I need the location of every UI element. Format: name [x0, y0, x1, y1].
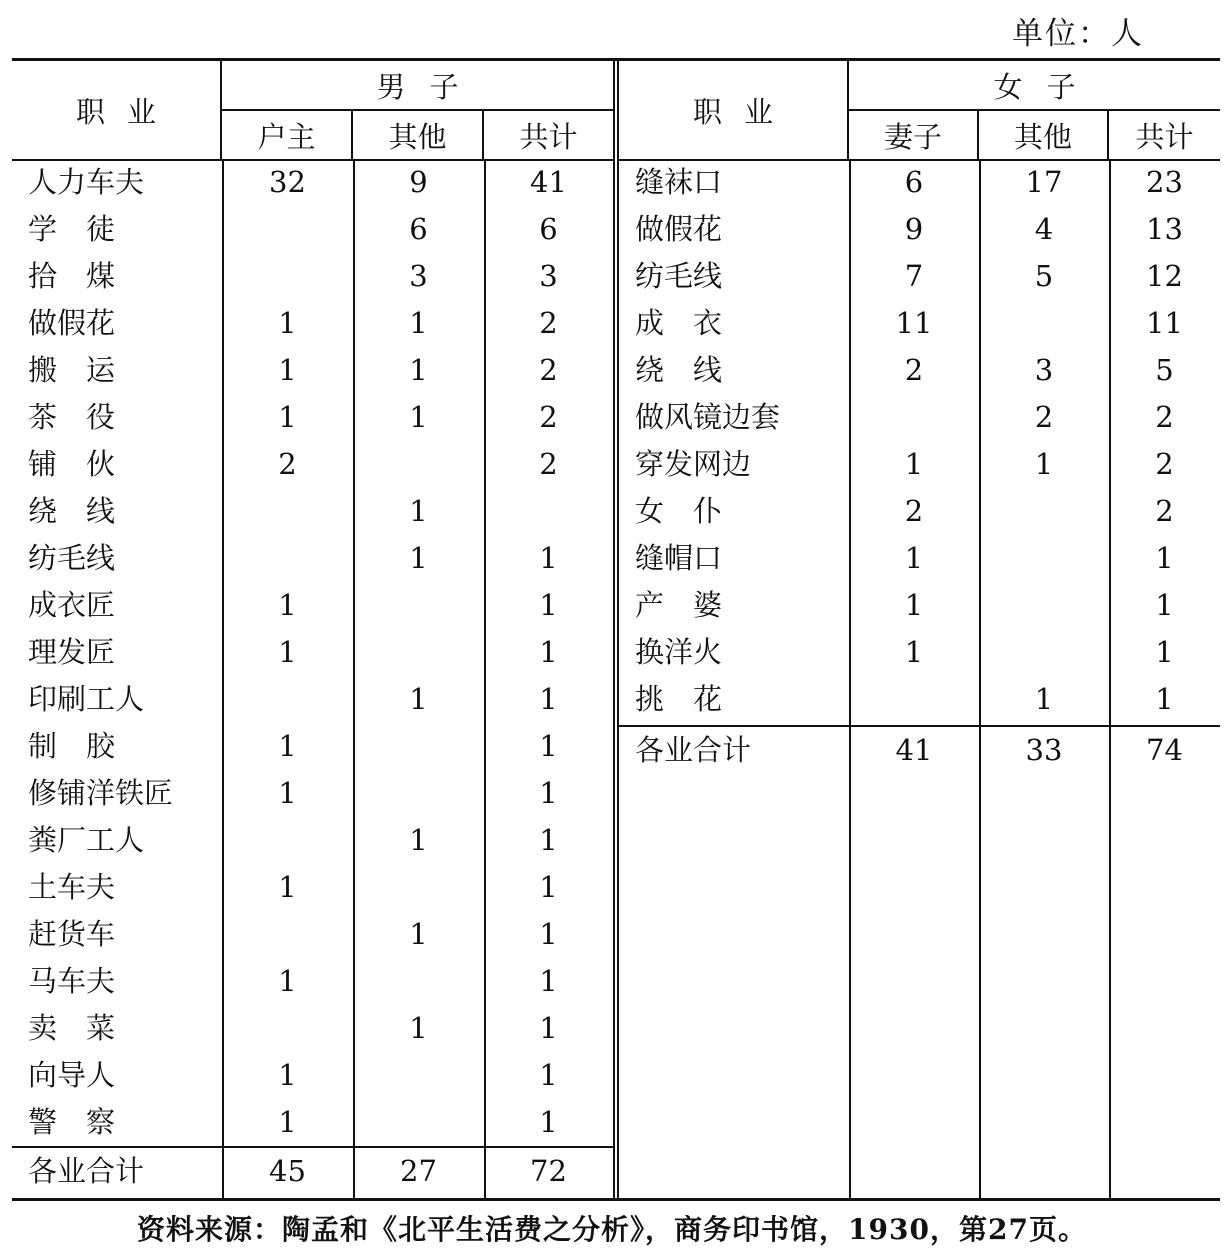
head-cell: 2 [278, 447, 297, 481]
table-row [619, 535, 1220, 582]
total-cell: 1 [539, 1058, 558, 1092]
total-cell: 2 [539, 353, 558, 387]
occupation-cell: 理发匠 [28, 635, 116, 669]
female-rows [619, 159, 1220, 1195]
occupation-cell: 纺毛线 [28, 541, 116, 575]
total-cell: 1 [539, 917, 558, 951]
occupation-cell: 女 仆 [635, 494, 723, 528]
head-cell: 1 [278, 870, 297, 904]
head-cell [222, 911, 353, 958]
wife-cell [849, 394, 979, 441]
other-cell: 1 [1034, 682, 1054, 716]
head-cell [222, 676, 353, 723]
total-other-cell: 27 [400, 1154, 437, 1188]
table-row [12, 488, 613, 535]
occupation-cell: 换洋火 [635, 635, 723, 669]
other-cell: 5 [1034, 259, 1054, 293]
other-cell: 17 [1025, 165, 1063, 199]
other-cell: 6 [409, 212, 428, 246]
head-cell: 32 [269, 165, 306, 199]
other-cell [979, 629, 1109, 676]
occupation-cell: 成 衣 [635, 306, 723, 340]
total-cell: 1 [539, 964, 558, 998]
occupation-cell: 铺 伙 [28, 447, 116, 481]
table-row [12, 1005, 613, 1052]
table-row [12, 535, 613, 582]
wife-cell: 11 [895, 306, 933, 340]
occupation-cell: 绕 线 [28, 494, 116, 528]
occupation-cell: 做风镜边套 [635, 400, 781, 434]
other-cell: 3 [1034, 353, 1054, 387]
table-row [619, 629, 1220, 676]
unit-label: 单位：人 [1012, 16, 1144, 52]
total-label: 各业合计 [635, 733, 752, 767]
table-row [619, 300, 1220, 347]
total-cell: 1 [539, 729, 558, 763]
head-cell [222, 253, 353, 300]
other-cell: 3 [409, 259, 428, 293]
wife-cell: 1 [904, 447, 924, 481]
total-cell: 13 [1146, 212, 1183, 246]
total-cell: 1 [1155, 682, 1174, 716]
wife-cell: 1 [904, 635, 924, 669]
table-row [619, 676, 1220, 723]
occupation-cell: 挑 花 [635, 682, 723, 716]
total-cell: 1 [539, 682, 558, 716]
total-cell: 2 [1155, 447, 1174, 481]
table-row [12, 159, 613, 206]
occupation-cell: 土车夫 [28, 870, 116, 904]
wife-cell [849, 676, 979, 723]
other-cell [353, 1052, 484, 1099]
head-cell: 1 [278, 729, 297, 763]
total-cell: 2 [1155, 494, 1174, 528]
head-cell: 1 [278, 400, 297, 434]
occupation-cell: 人力车夫 [28, 165, 145, 199]
table-row [619, 394, 1220, 441]
total-row [619, 727, 1220, 774]
other-cell [979, 300, 1109, 347]
occupation-cell: 绕 线 [635, 353, 723, 387]
occupation-cell: 缝袜口 [635, 165, 723, 199]
table-row [12, 206, 613, 253]
male-group-header: 男子 [222, 61, 613, 111]
table-row [12, 864, 613, 911]
total-label: 各业合计 [28, 1154, 145, 1188]
head-cell [222, 1005, 353, 1052]
male-table [12, 61, 613, 1198]
total-cell: 1 [539, 635, 558, 669]
other-cell [353, 629, 484, 676]
other-cell: 4 [1034, 212, 1054, 246]
total-cell: 23 [1146, 165, 1183, 199]
other-cell [979, 488, 1109, 535]
table-row [12, 300, 613, 347]
other-cell [353, 958, 484, 1005]
female-group-header: 女子 [849, 61, 1220, 111]
other-cell: 1 [409, 682, 428, 716]
table-row [12, 582, 613, 629]
total-cell: 2 [539, 400, 558, 434]
total-cell [484, 488, 613, 535]
table-row [12, 817, 613, 864]
occupation-cell: 印刷工人 [28, 682, 145, 716]
other-cell [353, 723, 484, 770]
total-cell: 12 [1146, 259, 1183, 293]
total-cell: 1 [1155, 588, 1174, 622]
other-cell: 1 [409, 494, 428, 528]
occupation-cell: 马车夫 [28, 964, 116, 998]
other-cell: 1 [409, 353, 428, 387]
table-row [12, 911, 613, 958]
total-cell: 2 [539, 447, 558, 481]
total-cell: 2 [1155, 400, 1174, 434]
female-occupation-header: 职业 [619, 61, 849, 159]
head-cell: 1 [278, 306, 297, 340]
total-cell: 1 [1155, 635, 1174, 669]
other-cell: 1 [409, 306, 428, 340]
wife-cell: 7 [904, 259, 924, 293]
occupation-cell: 茶 役 [28, 400, 116, 434]
male-subheader-head: 户主 [222, 111, 353, 159]
other-cell: 1 [409, 400, 428, 434]
head-cell [222, 488, 353, 535]
occupation-cell: 拾 煤 [28, 259, 116, 293]
occupation-cell: 做假花 [635, 212, 723, 246]
wife-cell: 1 [904, 588, 924, 622]
female-header [619, 61, 1220, 161]
table-row [619, 253, 1220, 300]
table-row [12, 723, 613, 770]
head-cell: 1 [278, 353, 297, 387]
female-subheader-total: 共计 [1135, 119, 1194, 154]
occupation-cell: 纺毛线 [635, 259, 723, 293]
head-cell [222, 535, 353, 582]
table-row [12, 441, 613, 488]
wife-cell: 2 [904, 494, 924, 528]
total-total-cell: 74 [1146, 733, 1183, 767]
total-wife-cell: 41 [895, 733, 933, 767]
other-cell: 1 [409, 823, 428, 857]
other-cell: 1 [409, 541, 428, 575]
other-cell [353, 441, 484, 488]
head-cell: 1 [278, 776, 297, 810]
table-row [12, 394, 613, 441]
other-cell [353, 582, 484, 629]
total-cell: 1 [539, 823, 558, 857]
other-cell: 2 [1034, 400, 1054, 434]
occupation-cell: 粪厂工人 [28, 823, 145, 857]
table-row [12, 1099, 613, 1146]
total-cell: 41 [530, 165, 567, 199]
table-row [12, 253, 613, 300]
table-row [12, 629, 613, 676]
occupation-cell: 做假花 [28, 306, 116, 340]
occupation-cell: 搬 运 [28, 353, 116, 387]
other-cell: 1 [409, 917, 428, 951]
occupation-cell: 赶货车 [28, 917, 116, 951]
total-row [12, 1148, 613, 1195]
total-cell: 11 [1146, 306, 1183, 340]
male-occupation-header: 职业 [12, 61, 222, 159]
occupation-cell: 成衣匠 [28, 588, 116, 622]
table-row [619, 347, 1220, 394]
female-subheader-wife: 妻子 [849, 111, 979, 159]
total-cell: 1 [539, 870, 558, 904]
table-row [619, 159, 1220, 206]
other-cell [353, 864, 484, 911]
total-cell: 3 [539, 259, 558, 293]
occupation-cell: 向导人 [28, 1058, 116, 1092]
occupation-cell: 制 胶 [28, 729, 116, 763]
occupation-cell: 学 徒 [28, 212, 116, 246]
occupation-table [12, 58, 1220, 1201]
table-row [619, 206, 1220, 253]
head-cell: 1 [278, 635, 297, 669]
table-row [12, 770, 613, 817]
total-head-cell: 45 [269, 1154, 306, 1188]
wife-cell: 2 [904, 353, 924, 387]
male-rows [12, 159, 613, 1195]
occupation-cell: 卖 菜 [28, 1011, 116, 1045]
table-row [619, 441, 1220, 488]
head-cell [222, 817, 353, 864]
head-cell: 1 [278, 1058, 297, 1092]
total-cell: 1 [539, 588, 558, 622]
total-other-cell: 33 [1025, 733, 1063, 767]
table-row [12, 958, 613, 1005]
other-cell: 1 [409, 1011, 428, 1045]
head-cell: 1 [278, 1105, 297, 1139]
other-cell [353, 770, 484, 817]
female-table [619, 61, 1220, 1198]
occupation-cell: 穿发网边 [635, 447, 752, 481]
table-row [619, 488, 1220, 535]
other-cell [979, 582, 1109, 629]
wife-cell: 9 [904, 212, 924, 246]
wife-cell: 6 [904, 165, 924, 199]
wife-cell: 1 [904, 541, 924, 575]
table-row [12, 676, 613, 723]
head-cell: 1 [278, 964, 297, 998]
total-cell: 1 [539, 1011, 558, 1045]
head-cell: 1 [278, 588, 297, 622]
total-total-cell: 72 [530, 1154, 567, 1188]
female-subheader-other: 其他 [979, 111, 1109, 159]
total-cell: 2 [539, 306, 558, 340]
total-cell: 5 [1155, 353, 1174, 387]
head-cell [222, 206, 353, 253]
occupation-cell: 警 察 [28, 1105, 116, 1139]
male-subheader-other: 其他 [353, 111, 484, 159]
table-row [12, 1052, 613, 1099]
occupation-cell: 产 婆 [635, 588, 723, 622]
other-cell: 1 [1034, 447, 1054, 481]
male-subheader-total: 共计 [519, 119, 578, 154]
total-cell: 1 [539, 1105, 558, 1139]
other-cell [979, 535, 1109, 582]
occupation-cell: 缝帽口 [635, 541, 723, 575]
male-header [12, 61, 613, 161]
total-cell: 6 [539, 212, 558, 246]
occupation-cell: 修铺洋铁匠 [28, 776, 174, 810]
other-cell [353, 1099, 484, 1146]
total-cell: 1 [1155, 541, 1174, 575]
table-row [12, 347, 613, 394]
total-cell: 1 [539, 776, 558, 810]
total-cell: 1 [539, 541, 558, 575]
other-cell: 9 [409, 165, 428, 199]
source-note: 资料来源：陶孟和《北平生活费之分析》，商务印书馆，1930，第27页。 [137, 1213, 1087, 1246]
table-row [619, 582, 1220, 629]
